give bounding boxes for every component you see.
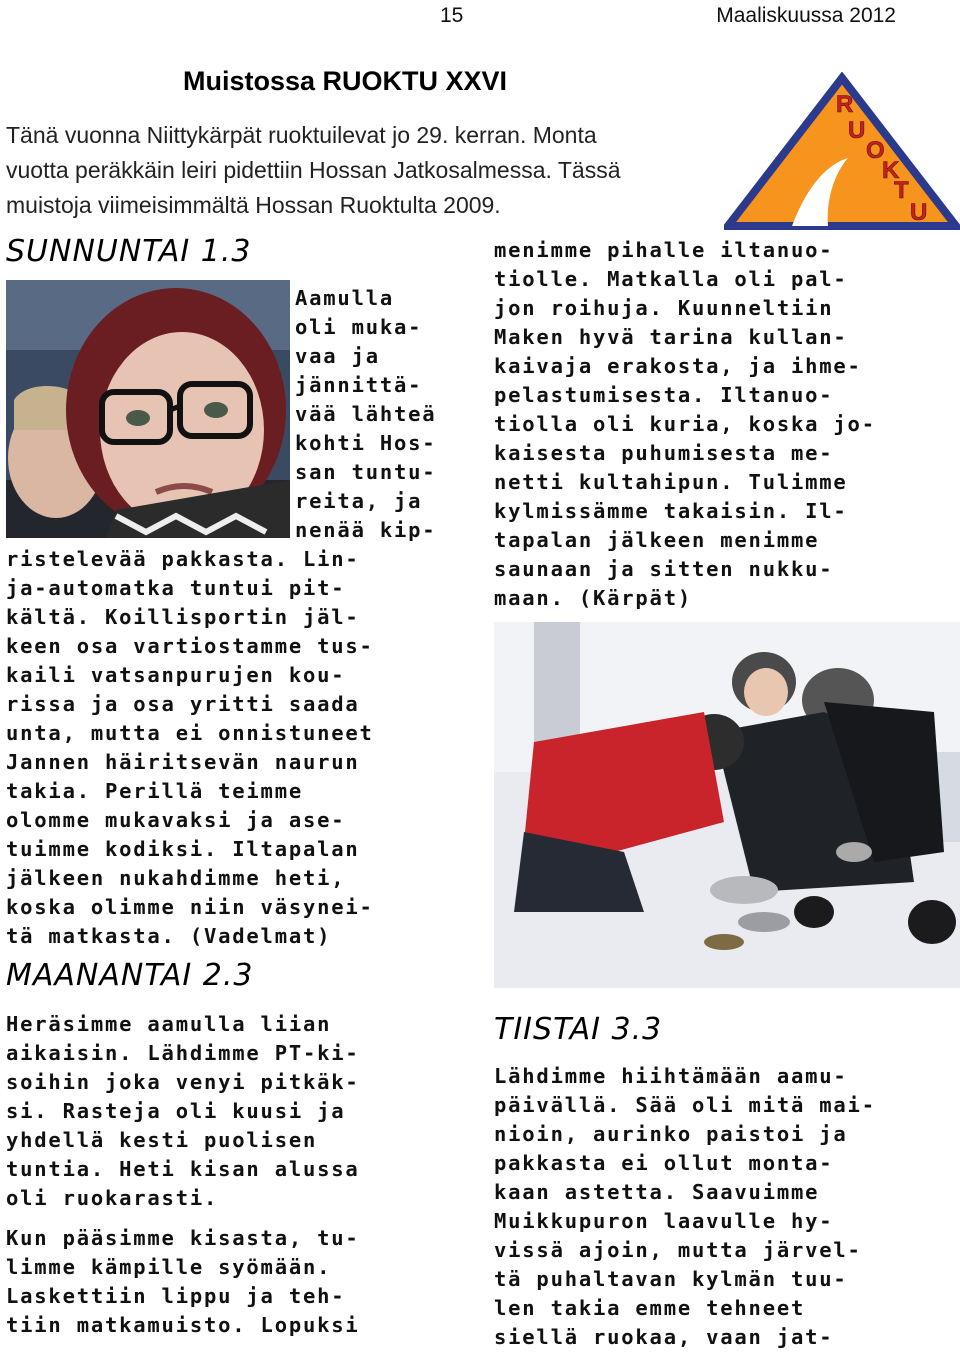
text-line: kältä. Koillisportin jäl- [6, 605, 360, 629]
text-line: nioin, aurinko paistoi ja [494, 1122, 848, 1146]
text-line: menimme pihalle iltanuo- [494, 238, 834, 262]
text-line: tä matkasta. (Vadelmat) [6, 924, 332, 948]
text-line: siellä ruokaa, vaan jat- [494, 1325, 834, 1349]
text-line: päivällä. Sää oli mitä mai- [494, 1093, 876, 1117]
text-line: kaan astetta. Saavuimme [494, 1180, 820, 1204]
text-line: Lähdimme hiihtämään aamu- [494, 1064, 848, 1088]
intro-paragraph [6, 118, 728, 223]
page-number: 15 [440, 4, 464, 27]
text-line: tiolla oli kuria, koska jo- [494, 412, 876, 436]
ruoktu-logo [724, 72, 960, 232]
tuesday-heading: TIISTAI 3.3 [494, 1012, 663, 1047]
text-line: Heräsimme aamulla liian [6, 1012, 332, 1036]
right-column-text [494, 236, 876, 613]
text-line: tuimme kodiksi. Iltapalan [6, 837, 360, 861]
text-line: jälkeen nukahdimme heti, [6, 866, 346, 890]
issue-date: Maaliskuussa 2012 [716, 4, 896, 27]
text-line: unta, mutta ei onnistuneet [6, 721, 374, 745]
text-line: Kun pääsimme kisasta, tu- [6, 1226, 360, 1250]
svg-text:U: U [910, 199, 928, 226]
text-line: Jannen häiritsevän naurun [6, 750, 360, 774]
svg-text:T: T [894, 177, 909, 204]
intro-line: Tänä vuonna Niittykärpät ruoktuilevat jo 29. kerran. Monta [6, 122, 597, 148]
text-line: Maken hyvä tarina kullan- [494, 325, 848, 349]
text-line: ja-automatka tuntui pit- [6, 576, 346, 600]
monday-heading: MAANANTAI 2.3 [6, 958, 254, 993]
text-line: ristelevää pakkasta. Lin- [6, 547, 360, 571]
text-line: Aamulla [295, 286, 394, 310]
snow-cooking-photo [494, 622, 960, 988]
article-title: Muistossa RUOKTU XXVI [183, 66, 508, 96]
monday-paragraph-2 [6, 1224, 360, 1340]
text-line: len takia emme tehneet [494, 1296, 806, 1320]
text-line: kaisesta puhumisesta me- [494, 441, 834, 465]
text-line: pelastumisesta. Iltanuo- [494, 383, 834, 407]
text-line: takia. Perillä teimme [6, 779, 303, 803]
text-line: tä puhaltavan kylmän tuu- [494, 1267, 848, 1291]
text-line: nenää kip- [295, 518, 437, 542]
text-line: tiolle. Matkalla oli pal- [494, 267, 848, 291]
text-line: vissä ajoin, mutta järvel- [494, 1238, 862, 1262]
text-line: tiin matkamuisto. Lopuksi [6, 1313, 360, 1337]
text-line: saunaan ja sitten nukku- [494, 557, 834, 581]
text-line: reita, ja [295, 489, 423, 513]
text-line: maan. (Kärpät) [494, 586, 692, 610]
tuesday-text [494, 1062, 876, 1352]
svg-text:O: O [866, 137, 885, 164]
text-line: aikaisin. Lähdimme PT-ki- [6, 1041, 360, 1065]
sunday-heading: SUNNUNTAI 1.3 [6, 234, 252, 269]
text-line: jon roihuja. Kuunneltiin [494, 296, 834, 320]
svg-text:U: U [848, 117, 866, 144]
text-line: rissa ja osa yritti saada [6, 692, 360, 716]
text-line: jännittä- [295, 373, 423, 397]
text-line: Muikkupuron laavulle hy- [494, 1209, 834, 1233]
text-line: vaa ja [295, 344, 380, 368]
intro-line: muistoja viimeisimmältä Hossan Ruoktulta 2009. [6, 192, 501, 218]
text-line: kaili vatsanpurujen kou- [6, 663, 346, 687]
text-line: koska olimme niin väsynei- [6, 895, 374, 919]
text-line: Laskettiin lippu ja teh- [6, 1284, 346, 1308]
svg-text:K: K [882, 157, 900, 184]
text-line: kaivaja erakosta, ja ihme- [494, 354, 862, 378]
portrait-photo [6, 280, 290, 538]
sunday-beside-photo [295, 284, 436, 545]
intro-line: vuotta peräkkäin leiri pidettiin Hossan Jatkosalmessa. Tässä [6, 157, 621, 183]
text-line: olomme mukavaksi ja ase- [6, 808, 346, 832]
text-line: san tuntu- [295, 460, 437, 484]
text-line: tuntia. Heti kisan alussa [6, 1157, 360, 1181]
text-line: soihin joka venyi pitkäk- [6, 1070, 360, 1094]
text-line: kohti Hos- [295, 431, 437, 455]
text-line: netti kultahipun. Tulimme [494, 470, 848, 494]
text-line: tapalan jälkeen menimme [494, 528, 820, 552]
text-line: oli muka- [295, 315, 423, 339]
text-line: si. Rasteja oli kuusi ja [6, 1099, 346, 1123]
text-line: pakkasta ei ollut monta- [494, 1151, 834, 1175]
svg-text:R: R [836, 91, 854, 118]
text-line: oli ruokarasti. [6, 1186, 219, 1210]
monday-paragraph-1 [6, 1010, 360, 1213]
text-line: yhdellä kesti puolisen [6, 1128, 318, 1152]
sunday-text [6, 545, 374, 951]
text-line: vää lähteä [295, 402, 437, 426]
text-line: keen osa vartiostamme tus- [6, 634, 374, 658]
text-line: limme kämpille syömään. [6, 1255, 332, 1279]
text-line: kylmissämme takaisin. Il- [494, 499, 848, 523]
